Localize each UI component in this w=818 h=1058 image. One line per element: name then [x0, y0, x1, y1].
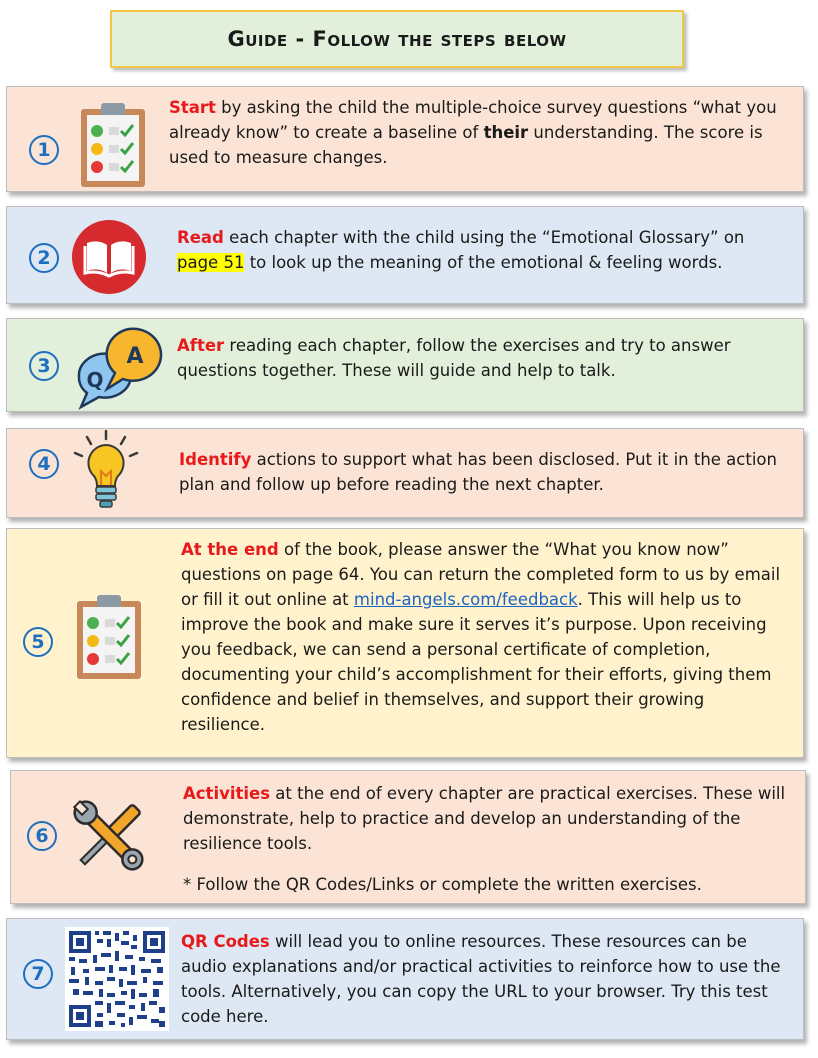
step-4-panel: [6, 428, 804, 518]
survey-clipboard-icon: [77, 101, 149, 189]
step-3-text: After reading each chapter, follow the exercises and try to answer questions together. These will guide and help to talk.: [177, 336, 731, 380]
open-book-icon: [71, 219, 147, 295]
page-title: Guide - Follow the steps below: [227, 27, 567, 51]
step-number-2: 2: [29, 243, 59, 273]
step-6-keyword: Activities: [183, 784, 271, 803]
step-5-panel: [6, 528, 804, 758]
step-7-text: QR Codes will lead you to online resources. These resources can be audio explanations and/or practical activities to reinforce how to use the tools. Alternatively, you can copy the URL to your browser. Try this test code here.: [181, 932, 781, 1026]
step-2-keyword: Read: [177, 228, 224, 247]
lightbulb-icon: [71, 429, 141, 515]
glossary-page-highlight: page 51: [177, 253, 245, 272]
step-2-text: Read each chapter with the child using the “Emotional Glossary” on page 51 to look up the meaning of the emotional & feeling words.: [177, 228, 745, 272]
feedback-link[interactable]: mind-angels.com/feedback: [353, 590, 578, 609]
step-5-keyword: At the end: [181, 540, 279, 559]
step-4-keyword: Identify: [179, 450, 252, 469]
step-3-panel: [6, 318, 804, 412]
step-number-3: 3: [29, 351, 59, 381]
step-6-note: * Follow the QR Codes/Links or complete the written exercises.: [183, 875, 702, 894]
step-1-keyword: Start: [169, 98, 216, 117]
step-3-keyword: After: [177, 336, 225, 355]
emphasis-their: their: [483, 123, 529, 142]
question-answer-bubbles-icon: [67, 323, 171, 411]
a-letter: A: [126, 344, 144, 369]
step-5-text: At the end of the book, please answer the “What you know now” questions on page 64. You can return the completed form to us by email or fill it out online at mind-angels.com/feedback. This will help us to improve the book and make sure it serves it’s purpose. Upon receiving you feedback, we can send a personal certificate of completion, documenting your child’s accomplishment for their efforts, giving them confidence and belief in themselves, and support their growing resilience.: [181, 540, 781, 734]
step-number-1: 1: [29, 135, 59, 165]
step-7-keyword: QR Codes: [181, 932, 270, 951]
step-number-6: 6: [27, 821, 57, 851]
step-1-panel: [6, 86, 804, 192]
step-7-panel: [6, 918, 804, 1040]
step-1-text: Start by asking the child the multiple-choice survey questions “what you already know” to create a baseline of their understanding. The score is used to measure changes.: [169, 98, 777, 167]
step-2-panel: [6, 206, 804, 304]
page-title-box: [110, 10, 684, 68]
survey-clipboard-icon: [73, 593, 145, 681]
step-number-4: 4: [29, 449, 59, 479]
step-6-text: Activities at the end of every chapter are practical exercises. These will demonstrate, help to practice and develop an understanding of the resilience tools.: [183, 784, 786, 853]
step-number-5: 5: [23, 627, 53, 657]
step-4-text: Identify actions to support what has been disclosed. Put it in the action plan and follow up before reading the next chapter.: [179, 450, 777, 494]
wrench-screwdriver-icon: [63, 791, 155, 881]
step-number-7: 7: [23, 959, 53, 989]
qr-code-icon[interactable]: [65, 927, 169, 1031]
step-6-panel: [10, 770, 806, 904]
q-letter: Q: [86, 368, 104, 392]
